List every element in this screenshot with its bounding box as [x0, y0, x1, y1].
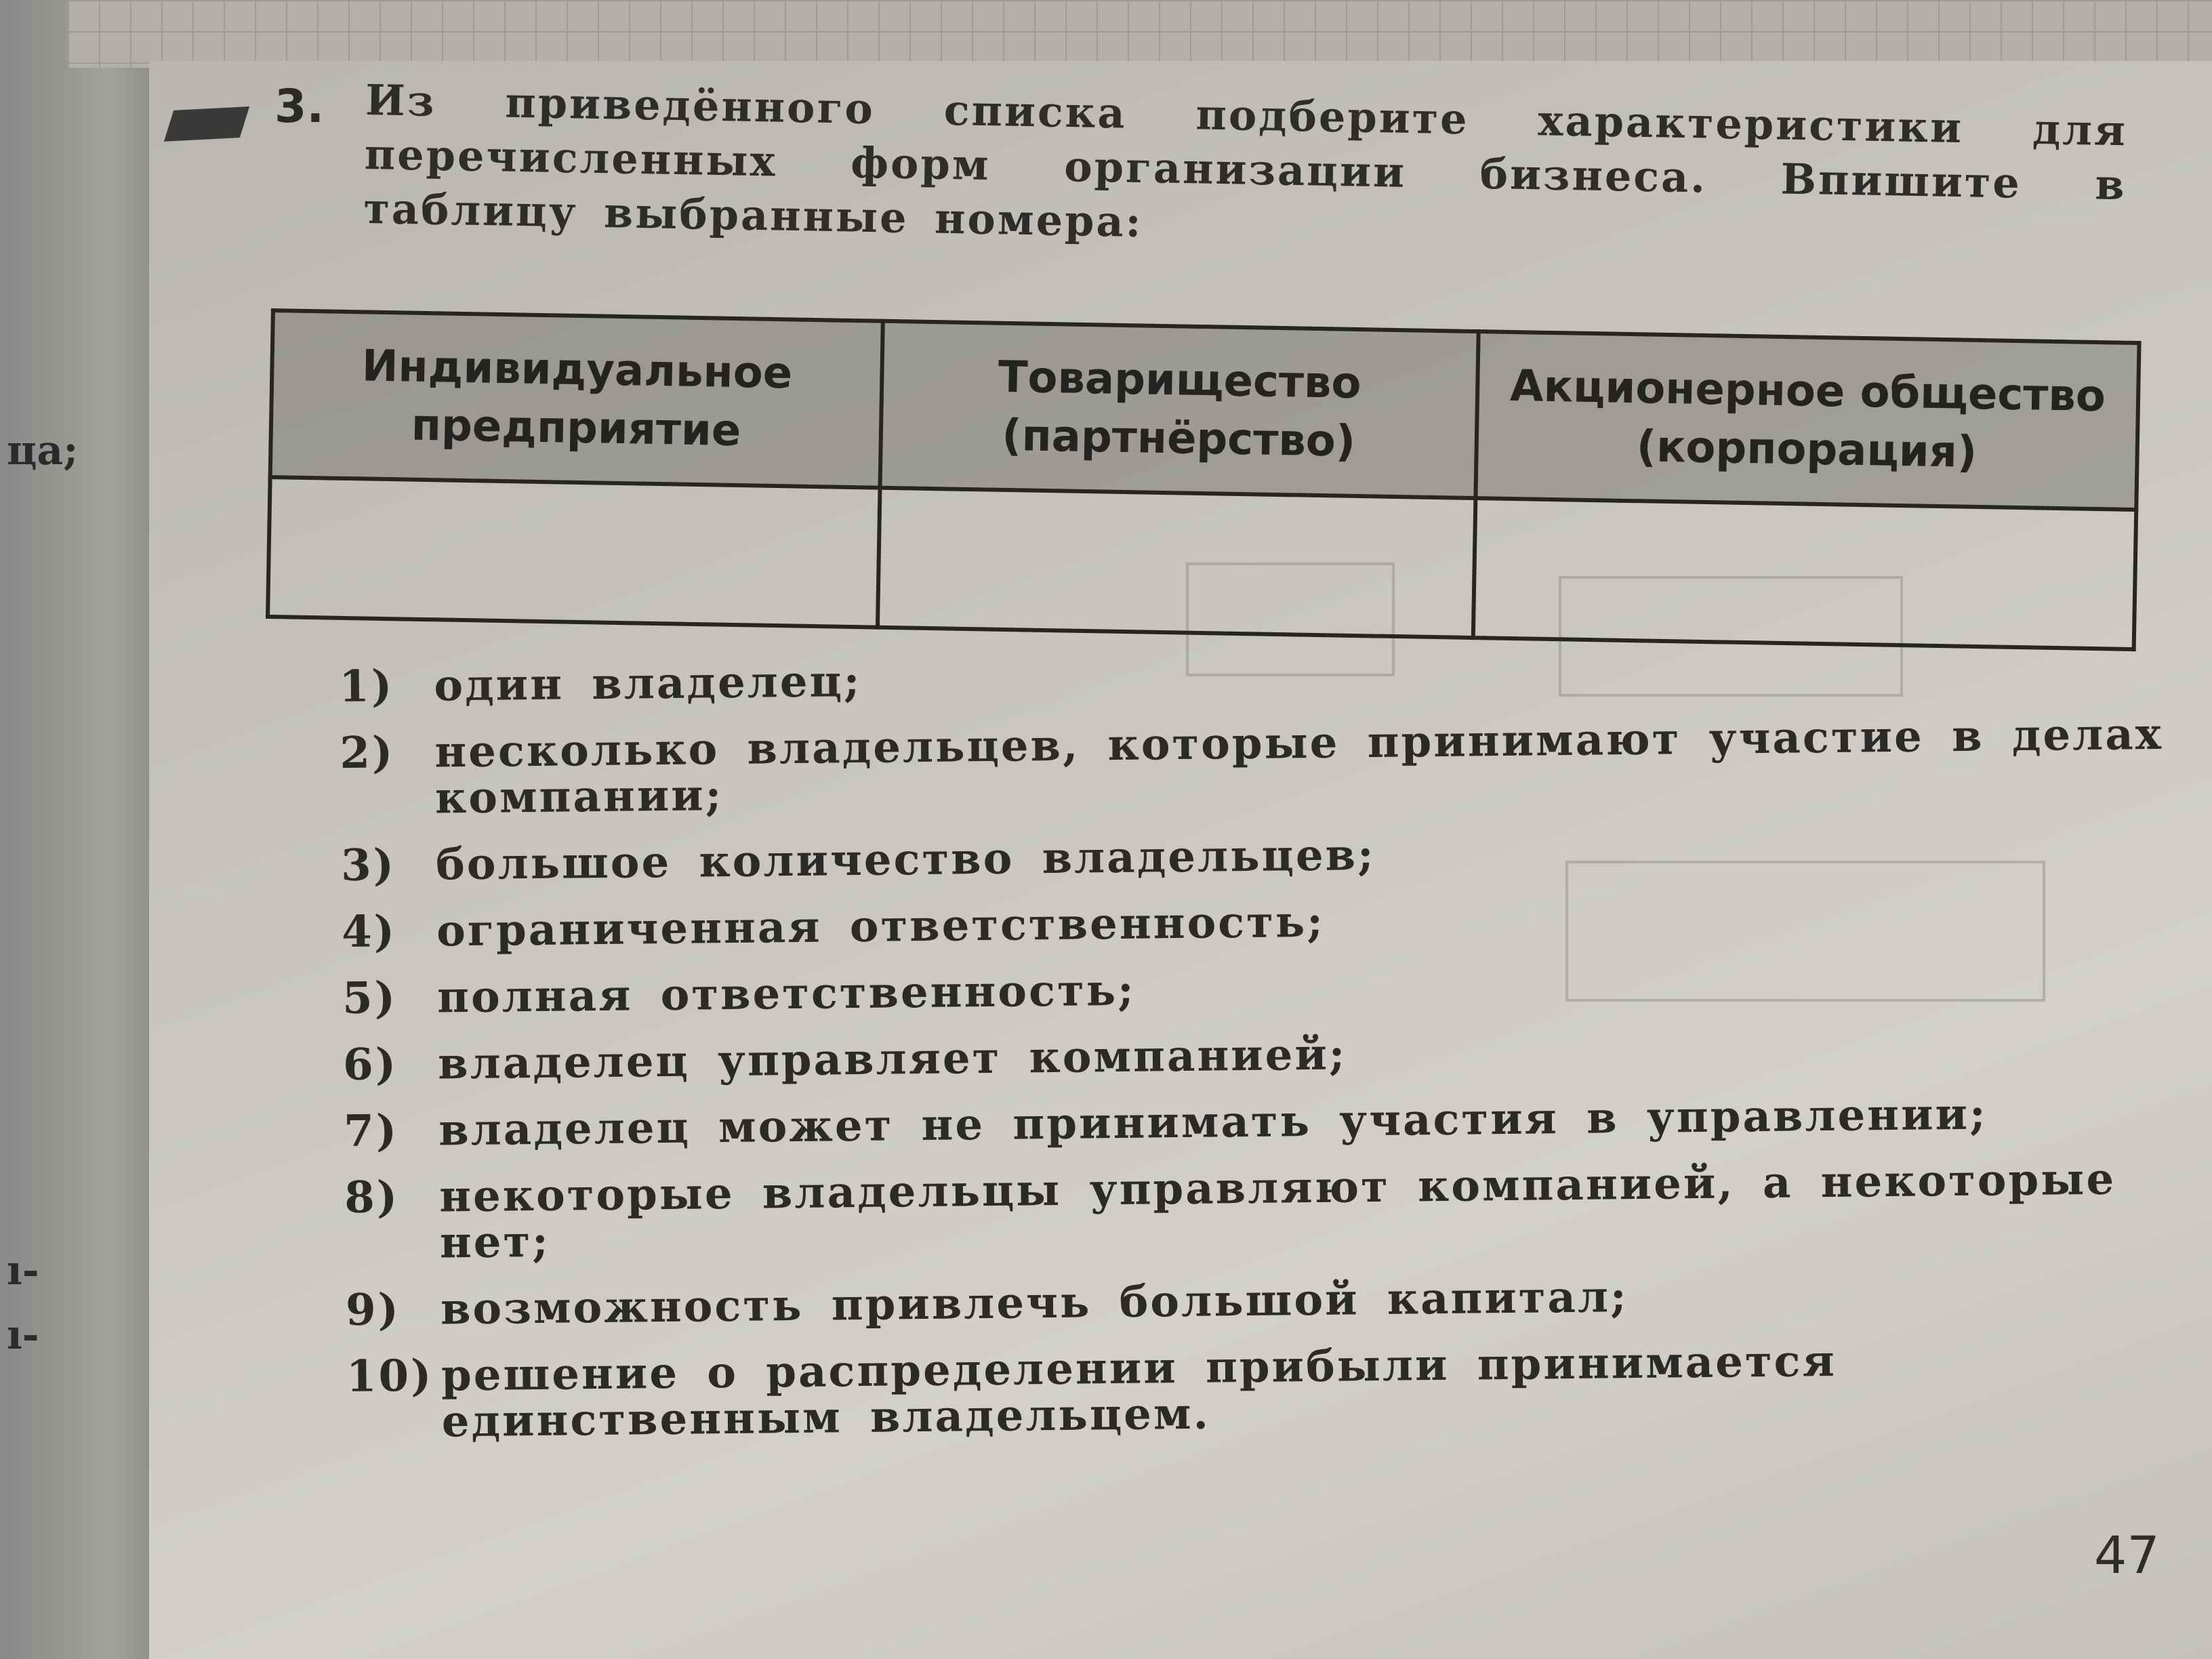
header-individual-enterprise: Индивидуальное предприятие	[270, 310, 883, 488]
list-item: 5) полная ответственность;	[342, 964, 1136, 1024]
table-header-row	[270, 310, 2139, 510]
list-item: 10) решение о распределении прибыли принимается единственным владельцем.	[346, 1335, 1837, 1448]
list-item: 1) один владелец;	[338, 655, 862, 712]
list-item: 2) несколько владельцев, которые принимают участие в делах компании;	[339, 708, 2164, 824]
grid-paper-sheet	[68, 0, 2212, 68]
task-marker	[164, 106, 249, 142]
list-item: 6) владелец управляет компанией;	[342, 1029, 1347, 1090]
header-corporation: Акционерное общество (корпорация)	[1475, 331, 2139, 510]
list-item: 9) возможность привлечь большой капитал;	[345, 1271, 1629, 1336]
list-item: 7) владелец может не принимать участия в управлении;	[343, 1088, 1988, 1157]
task-number: 3.	[274, 80, 325, 134]
previous-page-edge	[0, 0, 156, 1659]
answer-cell-individual-enterprise[interactable]	[268, 477, 880, 628]
previous-page-fragment: ı-	[7, 1311, 39, 1359]
list-item: 4) ограниченная ответственность;	[341, 896, 1326, 958]
previous-page-fragment: ı-	[7, 1247, 39, 1294]
list-item: 8) некоторые владельцы управляют компанией, а некоторые нет;	[344, 1153, 2116, 1269]
answer-cell-partnership[interactable]	[878, 488, 1475, 638]
previous-page-fragment: ца;	[7, 427, 79, 474]
answer-table	[266, 308, 2142, 651]
list-item: 3) большое количество владельцев;	[340, 829, 1376, 891]
task-instruction: Из приведённого списка подберите характеристики для перечисленных форм организации бизнеса. Впишите в таблицу выбранные номера:	[363, 75, 2128, 247]
page-number: 47	[2094, 1525, 2160, 1585]
answer-cell-corporation[interactable]	[1473, 498, 2136, 649]
options-list	[339, 645, 2190, 1467]
header-partnership: Товарищество (партнёрство)	[880, 321, 1479, 498]
